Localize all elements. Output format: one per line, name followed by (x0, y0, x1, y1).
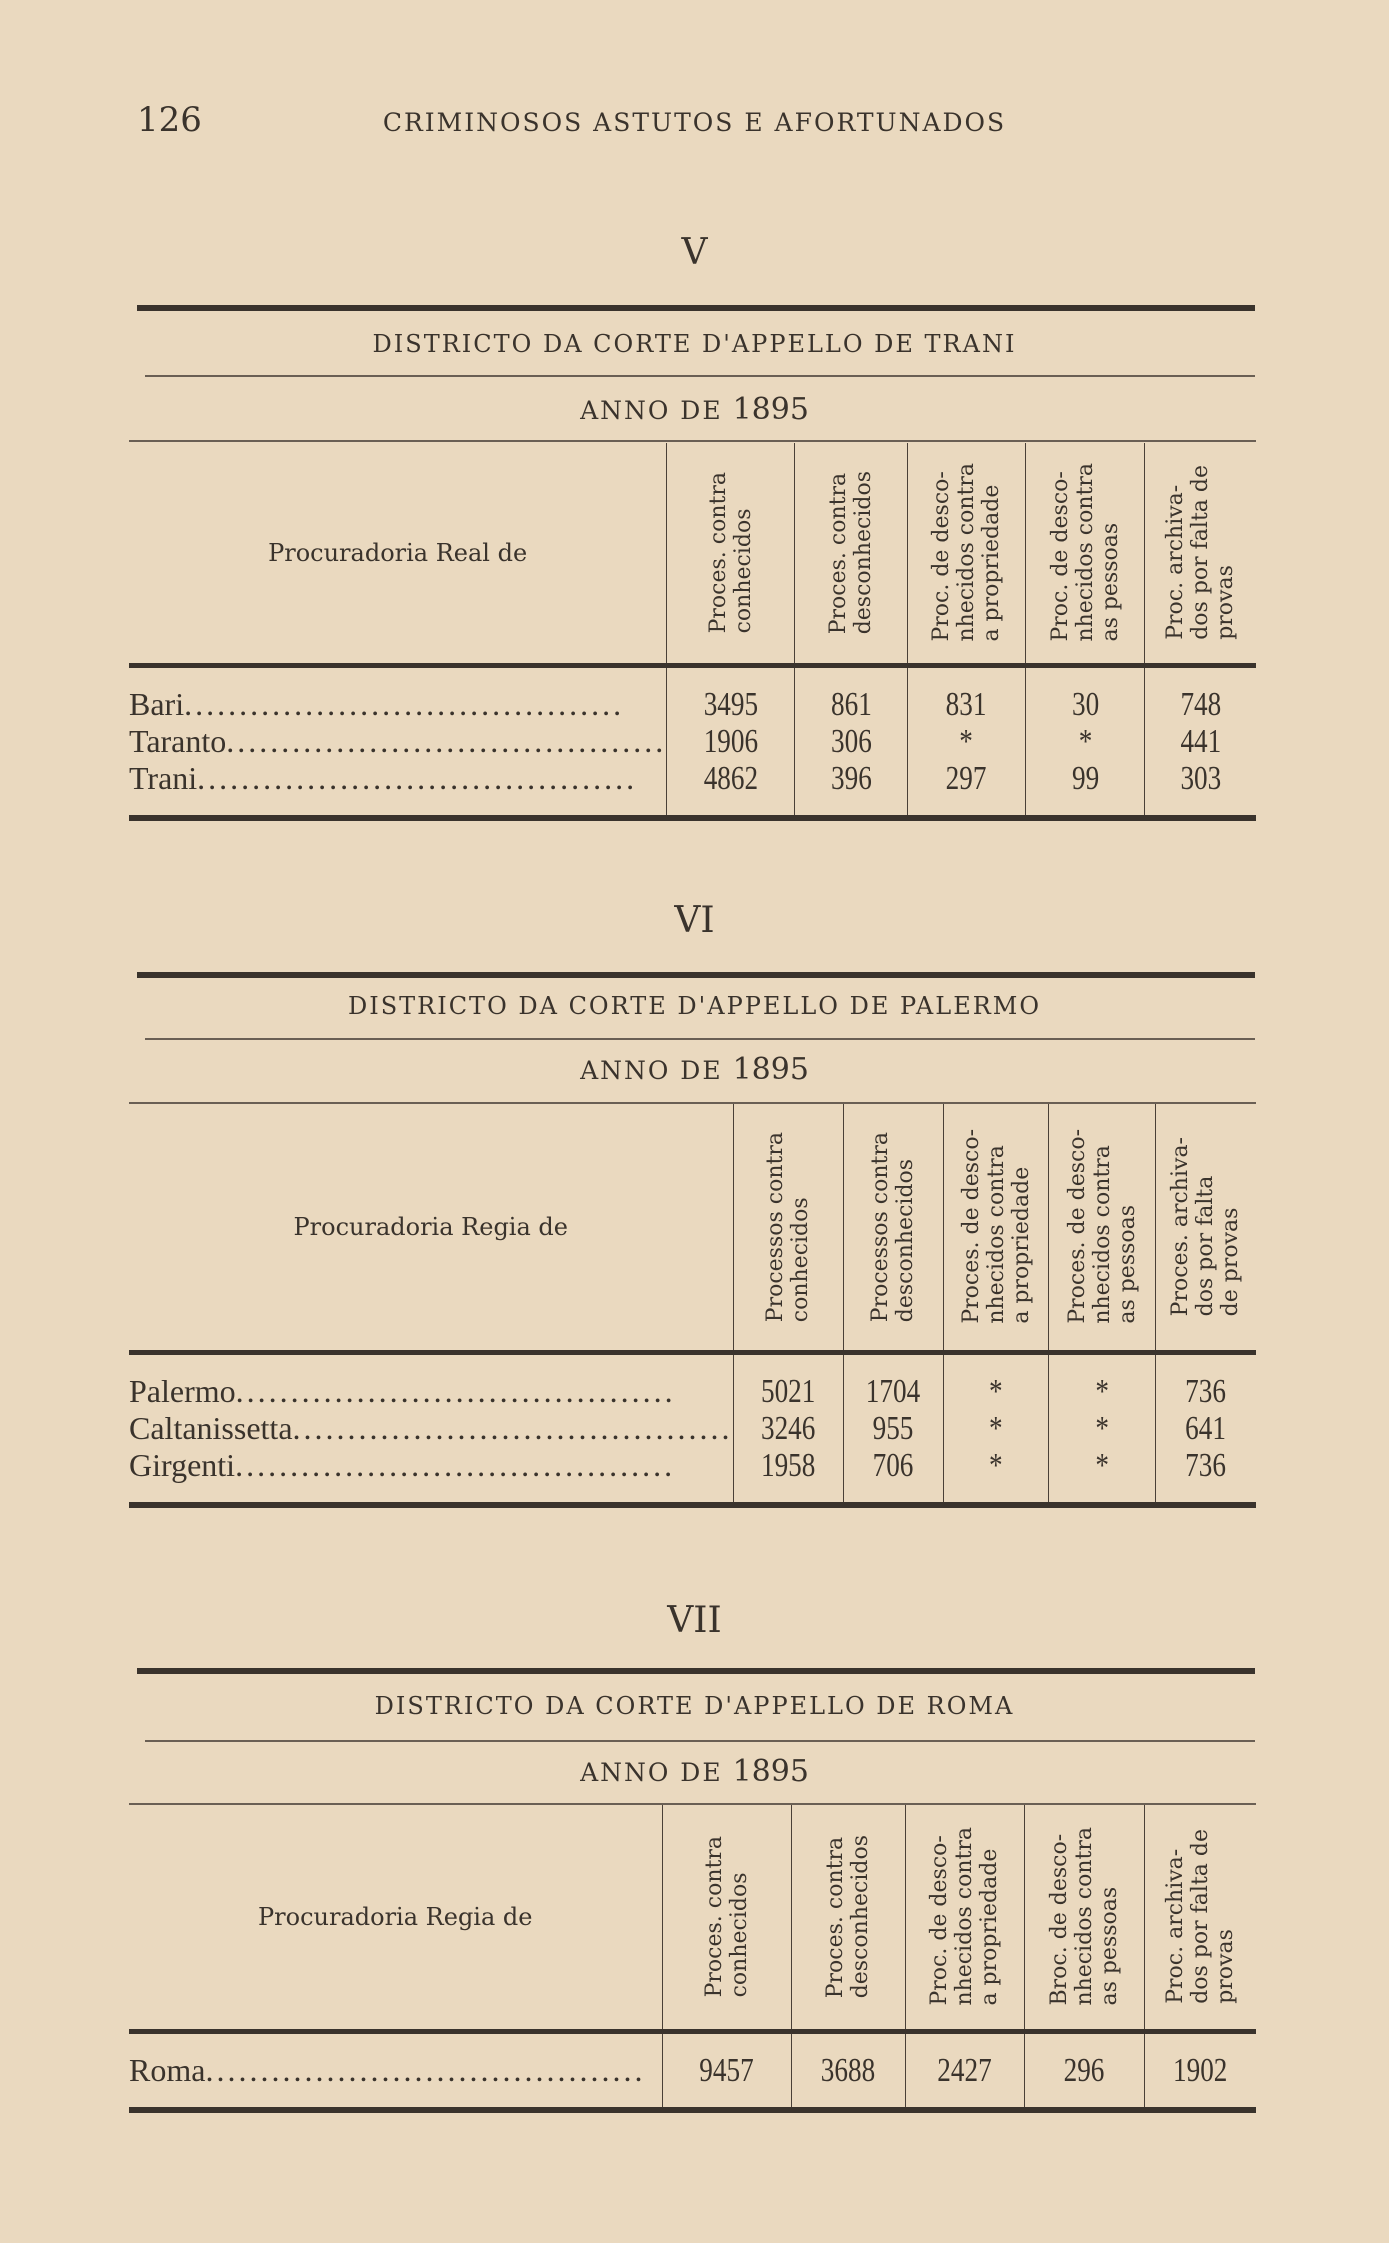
year-label: ANNO DE (580, 1056, 723, 1085)
table-cell: 955 (853, 1410, 933, 1447)
table-cell: 1704 (853, 1352, 933, 1410)
column-header (905, 1805, 1024, 2031)
row-name-text: Roma (129, 2051, 206, 2088)
table-cell: 4862 (680, 760, 782, 818)
table-row (129, 1447, 1256, 1505)
row-name (129, 1352, 733, 1410)
divider (137, 305, 1255, 311)
table-cell: 748 (1156, 665, 1245, 723)
table-row (129, 1410, 1256, 1447)
table-cell: 303 (1156, 760, 1245, 818)
table-cell: 306 (806, 723, 896, 760)
column-header (1144, 1805, 1256, 2031)
district-title: DISTRICTO DA CORTE D'APPELLO DE ROMA (374, 1692, 1015, 1720)
table-row (129, 665, 1256, 723)
column-header (1155, 1104, 1256, 1352)
divider (145, 375, 1255, 377)
year-value: 1895 (732, 1052, 809, 1087)
row-name-text: Bari (129, 685, 185, 722)
table-cell: 296 (1036, 2031, 1132, 2110)
divider (145, 1038, 1255, 1040)
column-header (733, 1104, 843, 1352)
divider (137, 972, 1255, 978)
table-cell: * (919, 723, 1014, 760)
table-cell: 641 (1165, 1410, 1246, 1447)
column-header-label: Proc. de desco- nhecidos contra a propriedade (928, 463, 1004, 643)
table-cell: 1958 (744, 1447, 832, 1505)
column-header (667, 443, 795, 665)
column-header-label: Proces. contra desconhecidos (825, 471, 876, 635)
section-numeral: VI (674, 900, 715, 941)
dot-leader: ........................................ (184, 685, 625, 722)
row-name (129, 1410, 733, 1447)
table-cell: 2427 (917, 2031, 1012, 2110)
dot-leader: ........................................ (205, 2051, 646, 2088)
column-header (791, 1805, 905, 2031)
column-header (1024, 1805, 1144, 2031)
table-cell: * (954, 1447, 1039, 1505)
row-name (129, 760, 667, 818)
district-title: DISTRICTO DA CORTE D'APPELLO DE PALERMO (347, 992, 1042, 1020)
divider (145, 1740, 1255, 1742)
table-cell: 1902 (1155, 2031, 1245, 2110)
table-row (129, 2031, 1256, 2110)
row-name-text: Palermo (129, 1372, 236, 1409)
dot-leader: ........................................ (226, 722, 667, 759)
year-label: ANNO DE (580, 396, 723, 425)
row-name (129, 723, 667, 760)
page-number: 126 (137, 100, 202, 140)
table-cell: 736 (1165, 1352, 1246, 1410)
table-cell: 99 (1037, 760, 1132, 818)
table-cell: 861 (806, 665, 896, 723)
table-row (129, 1352, 1256, 1410)
column-header (907, 443, 1025, 665)
year-heading (0, 1052, 1389, 1087)
statistics-table (129, 443, 1256, 821)
column-header (795, 443, 908, 665)
column-header-label: Proc. archiva- dos por falta de provas (1163, 465, 1239, 641)
column-header-label: Processos contra desconhecidos (868, 1131, 919, 1322)
dot-leader: ........................................ (235, 1446, 676, 1483)
divider (129, 440, 1256, 442)
column-header-label: Proc. de desco- nhecidos contra a propriedade (927, 1827, 1002, 2007)
dot-leader: ........................................ (292, 1409, 733, 1446)
table-cell: 9457 (675, 2031, 778, 2110)
table-cell: 30 (1037, 665, 1132, 723)
year-heading (0, 1754, 1389, 1789)
column-header (943, 1104, 1049, 1352)
column-header-label: Proces. de desco- nhecidos contra as pessoas (1064, 1129, 1140, 1325)
table-cell: 831 (919, 665, 1014, 723)
table-cell: * (1037, 723, 1132, 760)
table-cell: * (1060, 1410, 1145, 1447)
table-cell: * (954, 1410, 1039, 1447)
table-cell: * (1060, 1352, 1145, 1410)
section-numeral: VII (667, 1600, 722, 1641)
column-header (843, 1104, 943, 1352)
divider (137, 1668, 1255, 1674)
year-heading (0, 392, 1389, 427)
table-cell: * (954, 1352, 1039, 1410)
table-cell: 3688 (802, 2031, 893, 2110)
year-label: ANNO DE (580, 1758, 723, 1787)
running-head: CRIMINOSOS ASTUTOS E AFORTUNADOS (382, 108, 1007, 137)
row-name-text: Trani (129, 759, 198, 796)
table-cell: 297 (919, 760, 1014, 818)
row-name (129, 1447, 733, 1505)
table-cell: * (1060, 1447, 1145, 1505)
statistics-table (129, 1104, 1256, 1508)
column-header-label: Proc. archiva- dos por falta de provas (1162, 1829, 1238, 2005)
district-title: DISTRICTO DA CORTE D'APPELLO DE TRANI (372, 330, 1017, 358)
column-header-label: Proc. de desco- nhecidos contra as pessoas (1047, 463, 1123, 643)
row-name-text: Caltanissetta (129, 1409, 293, 1446)
row-header: Procuradoria Regia de (129, 1104, 733, 1352)
column-header-label: Proces. archiva- dos por falta de provas (1168, 1137, 1244, 1317)
row-header: Procuradoria Regia de (129, 1805, 662, 2031)
row-header: Procuradoria Real de (129, 443, 667, 665)
column-header-label: Processos contra conhecidos (763, 1131, 814, 1322)
table-row (129, 760, 1256, 818)
table-cell: 1906 (680, 723, 782, 760)
table-cell: 3246 (744, 1410, 832, 1447)
statistics-table (129, 1805, 1256, 2113)
column-header-label: Proces. contra conhecidos (705, 472, 756, 634)
table-cell: 5021 (744, 1352, 832, 1410)
column-header-label: Proces. contra desconhecidos (823, 1835, 873, 1999)
table-cell: 736 (1165, 1447, 1246, 1505)
column-header-label: Broc. de desco- nhecidos contra as pessoas (1046, 1827, 1122, 2007)
row-name (129, 665, 667, 723)
row-name (129, 2031, 662, 2110)
table-row (129, 723, 1256, 760)
column-header (1049, 1104, 1155, 1352)
section-numeral: V (681, 232, 708, 273)
year-value: 1895 (732, 392, 809, 427)
dot-leader: ........................................ (235, 1372, 676, 1409)
table-cell: 396 (806, 760, 896, 818)
column-header-label: Proces. de desco- nhecidos contra a propriedade (958, 1129, 1034, 1325)
column-header-label: Proces. contra conhecidos (701, 1836, 752, 1998)
column-header (1145, 443, 1256, 665)
column-header (1026, 443, 1145, 665)
row-name-text: Girgenti (129, 1446, 236, 1483)
year-value: 1895 (732, 1754, 809, 1789)
table-cell: 441 (1156, 723, 1245, 760)
dot-leader: ........................................ (197, 759, 638, 796)
table-cell: 3495 (680, 665, 782, 723)
column-header (662, 1805, 791, 2031)
table-cell: 706 (853, 1447, 933, 1505)
row-name-text: Taranto (129, 722, 227, 759)
